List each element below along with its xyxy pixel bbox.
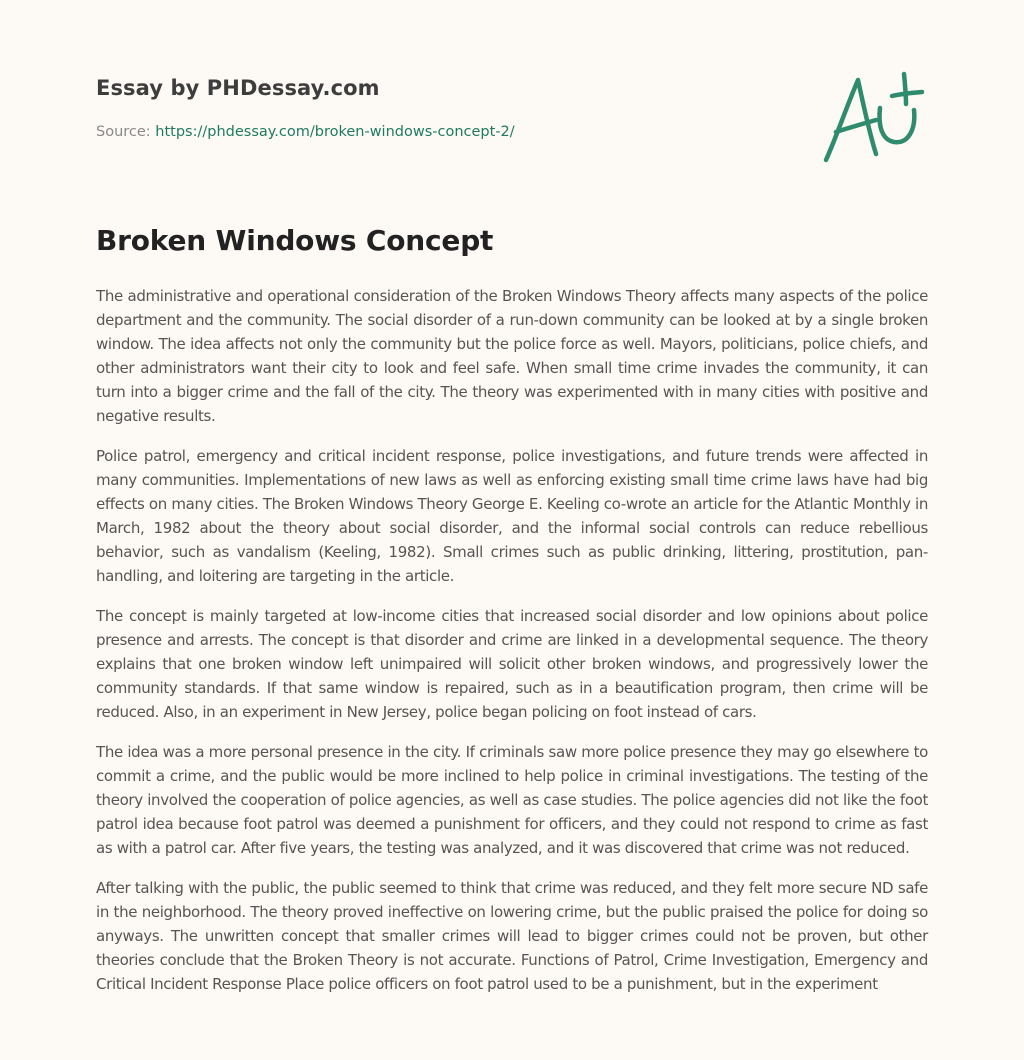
source-link[interactable]: https://phdessay.com/broken-windows-concept-2/ — [155, 124, 515, 140]
essay-header — [96, 76, 928, 196]
essay-title: Broken Windows Concept — [96, 224, 494, 257]
essay-paragraph: The idea was a more personal presence in the city. If criminals saw more police presence they may go elsewhere to commit a crime, and the public would be more inclined to help police in criminal investigations. The testing of the theory involved the cooperation of police agencies, as well as case studies. The police agencies did not like the foot patrol idea because foot patrol was deemed a punishment for officers, and they could not respond to crime as fast as with a patrol car. After five years, the testing was analyzed, and it was discovered that crime was not reduced. — [96, 743, 928, 857]
essay-paragraph: The concept is mainly targeted at low-income cities that increased social disorder and low opinions about police presence and arrests. The concept is that disorder and crime are linked in a developmental sequence. The theory explains that one broken window left unimpaired will solicit other broken windows, and progressively lower the community standards. If that same window is repaired, such as in a beautification program, then crime will be reduced. Also, in an experiment in New Jersey, police began policing on foot instead of cars. — [96, 607, 928, 721]
essay-paragraph: Police patrol, emergency and critical incident response, police investigations, and future trends were affected in many communities. Implementations of new laws as well as enforcing existing small time crime laws have had big effects on many cities. The Broken Windows Theory George E. Keeling co-wrote an article for the Atlantic Monthly in March, 1982 about the theory about social disorder, and the informal social controls can reduce rebellious behavior, such as vandalism (Keeling, 1982). Small crimes such as public drinking, littering, prostitution, pan-handling, and loitering are targeting in the article. — [96, 447, 928, 585]
a-plus-logo-icon — [818, 68, 928, 168]
essay-body — [96, 284, 928, 1012]
essay-paragraph: The administrative and operational consideration of the Broken Windows Theory affects many aspects of the police department and the community. The social disorder of a run-down community can be looked at by a single broken window. The idea affects not only the community but the police force as well. Mayors, politicians, police chiefs, and other administrators want their city to look and feel safe. When small time crime invades the community, it can turn into a bigger crime and the fall of the city. The theory was experimented with in many cities with positive and negative results. — [96, 287, 928, 425]
essay-paragraph: After talking with the public, the public seemed to think that crime was reduced, and they felt more secure ND safe in the neighborhood. The theory proved ineffective on lowering crime, but the public praised the police for doing so anyways. The unwritten concept that smaller crimes will lead to bigger crimes could not be proven, but other theories conclude that the Broken Theory is not accurate. Functions of Patrol, Crime Investigation, Emergency and Critical Incident Response Place police officers on foot patrol used to be a punishment, but in the experiment — [96, 879, 928, 993]
source-line — [96, 124, 515, 140]
brand-title: Essay by PHDessay.com — [96, 76, 380, 100]
source-label: Source: — [96, 124, 151, 140]
